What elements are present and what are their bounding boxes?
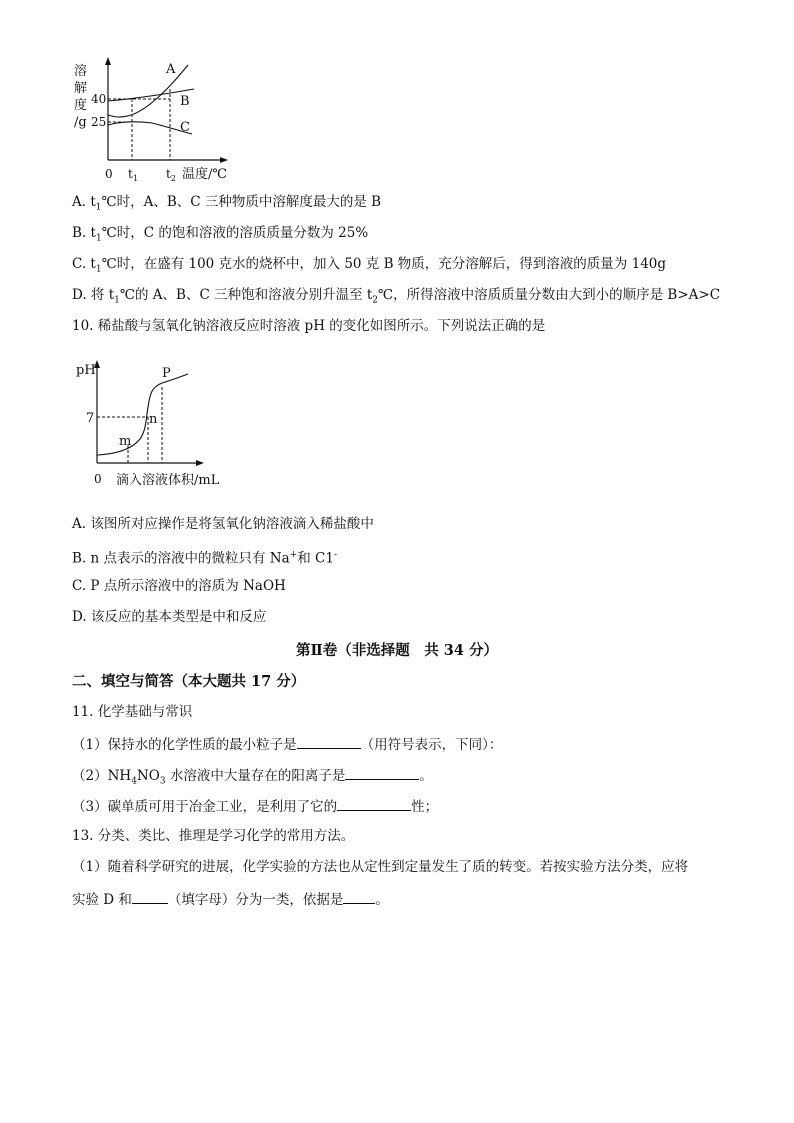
point-m-label: m: [119, 434, 132, 449]
x-tick-t1: $t_1$: [128, 167, 138, 183]
section-heading: 二、填空与简答（本大题共 17 分）: [72, 673, 306, 690]
q13-sub1-line1: （1）随着科学研究的进展，化学实验的方法也从定性到定量发生了质的转变。若按实验方法分类，应将: [72, 859, 689, 875]
q10-option-a: A. 该图所对应操作是将氢氧化钠溶液滴入稀盐酸中: [72, 516, 374, 532]
curve-c-label: C: [180, 120, 190, 135]
point-p-label: P: [162, 366, 171, 381]
y-label-2: 解: [74, 81, 88, 96]
y-label-3: 度: [74, 98, 88, 113]
answer-blank[interactable]: [297, 734, 361, 749]
q10-option-b: B. n 点表示的溶液中的微粒只有 Na+和 C1-: [72, 550, 337, 567]
point-n-label: n: [149, 412, 158, 427]
q10-option-c: C. P 点所示溶液中的溶质为 NaOH: [72, 578, 286, 594]
q9-option-c: C. $t_1℃$时，在盛有 100 克水的烧杯中，加入 50 克 B 物质，充分溶解后，得到溶液的质量为 140g: [72, 256, 667, 275]
answer-blank[interactable]: [343, 889, 375, 904]
curve-b-label: B: [180, 94, 190, 109]
x-tick-t2: $t_2$: [166, 167, 176, 183]
origin-label: 0: [94, 472, 102, 486]
q13-stem: 13. 分类、类比、推理是学习化学的常用方法。: [72, 828, 355, 844]
curve-a-line: [108, 65, 188, 117]
ph-curve: [97, 374, 188, 455]
q10-option-d: D. 该反应的基本类型是中和反应: [72, 609, 267, 625]
curve-a-label: A: [166, 62, 176, 77]
y-tick-40: 40: [91, 92, 107, 106]
solubility-graph: [70, 55, 250, 185]
q10-stem: 10. 稀盐酸与氢氧化钠溶液反应时溶液 pH 的变化如图所示。下列说法正确的是: [72, 318, 546, 334]
q11-sub1: （1）保持水的化学性质的最小粒子是 （用符号表示，下同）：: [72, 734, 502, 754]
q9-option-d: D. 将 $t_1℃$的 A、B、C 三种饱和溶液分别升温至 $t_2℃$，所得溶液中溶质质量分数由大到小的顺序是 B>A>C: [72, 287, 721, 306]
y-label-4: /g: [74, 115, 87, 130]
y-axis-arrow: [105, 57, 111, 65]
q13-sub1-line2: 实验 D 和 （填字母）分为一类，依据是 。: [72, 889, 389, 909]
x-axis-label: 滴入溶液体积/mL: [116, 473, 220, 488]
y-tick-25: 25: [91, 115, 107, 129]
q9-option-a: A. $t_1℃$时，A、B、C 三种物质中溶解度最大的是 B: [72, 194, 382, 213]
y-axis-label: pH: [76, 363, 96, 378]
q11-sub2: $(2)NH_4NO_3$ 水溶液中大量存在的阳离子是 。: [72, 765, 433, 791]
x-axis-label: 温度/℃: [182, 167, 227, 182]
part2-title: 第Ⅱ卷（非选择题 共 34 分）: [296, 642, 498, 659]
ph-graph: [72, 355, 242, 490]
answer-blank[interactable]: [132, 889, 168, 904]
y-tick-7: 7: [86, 411, 95, 426]
q11-sub3: （3）碳单质可用于冶金工业，是利用了它的 性；: [72, 796, 438, 816]
answer-blank[interactable]: [337, 796, 411, 811]
y-label-1: 溶: [74, 64, 88, 79]
q11-stem: 11. 化学基础与常识: [72, 704, 193, 720]
answer-blank[interactable]: [345, 765, 419, 780]
origin-label: 0: [105, 167, 113, 181]
q9-option-b: B. $t_1℃$时，C 的饱和溶液的溶质质量分数为 25%: [72, 225, 369, 244]
x-axis-arrow: [220, 157, 228, 163]
x-axis-arrow: [196, 460, 204, 466]
